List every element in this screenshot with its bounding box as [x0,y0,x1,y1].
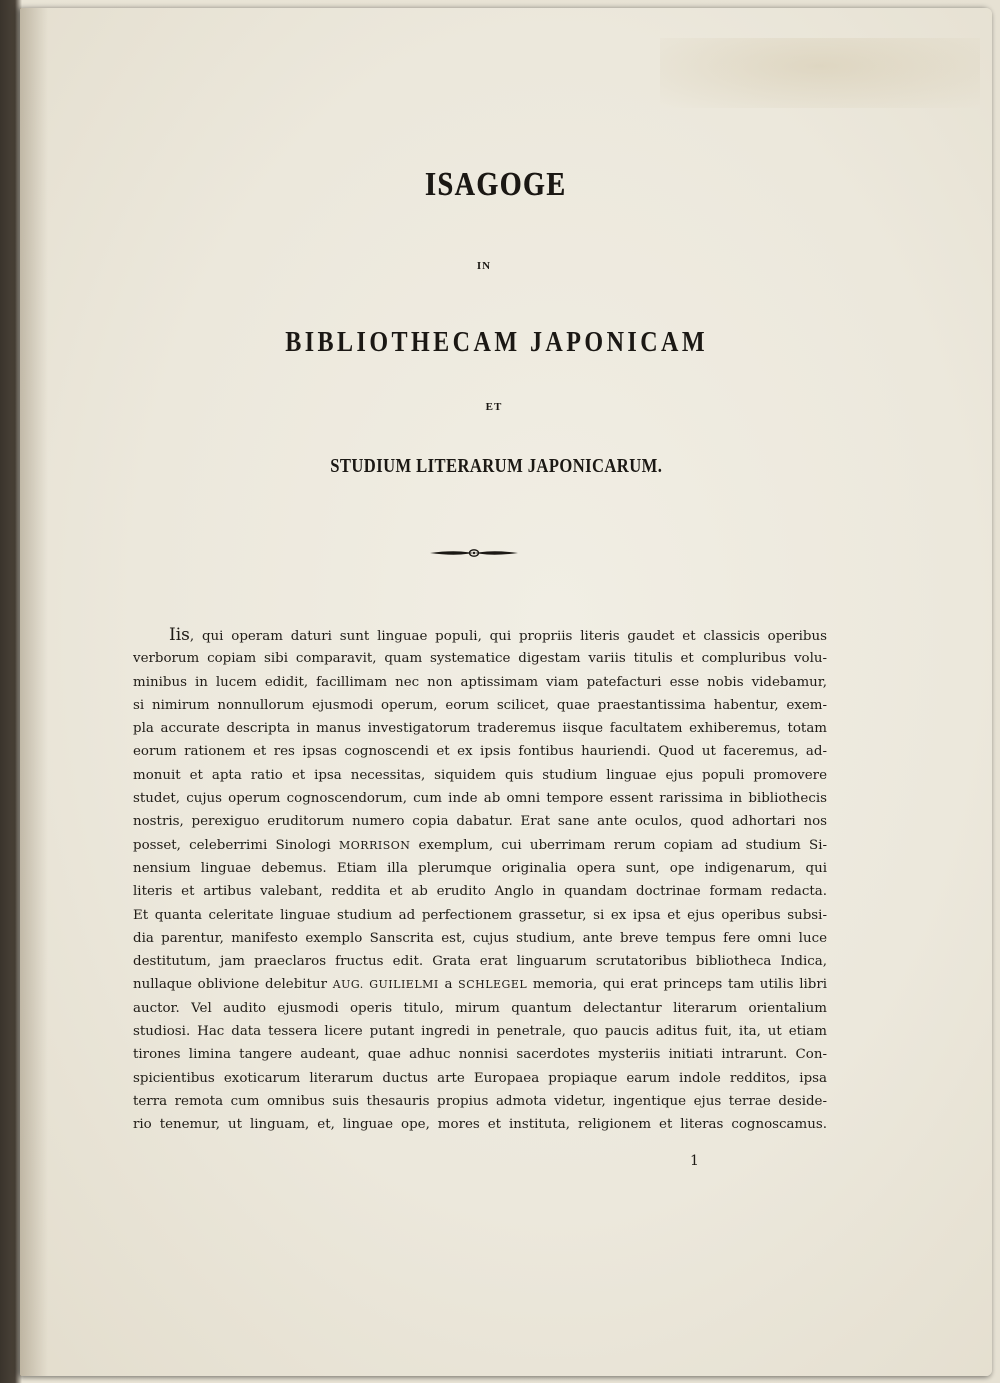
text-line: pla accurate descripta in manus investigatorum traderemus iisque facultatem exhiberemus, totam [133,721,827,737]
page-stain [660,38,980,108]
text-line: studet, cujus operum cognoscendorum, cum inde ab omni tempore essent rarissima in bibliothecis [133,791,827,807]
text-line: terra remota cum omnibus suis thesauris propius admota videtur, ingentique ejus terrae deside- [133,1093,827,1109]
author-name: MORRISON [339,838,411,852]
title-connector-et: ET [485,401,503,413]
text-line: minibus in lucem edidit, facillimam nec non aptissimam viam patefacturi esse nobis videbamur, [133,674,827,690]
text-line: verborum copiam sibi comparavit, quam systematice digestam variis titulis et compluribus volu- [133,651,827,667]
line-text: exemplum, cui uberrimam rerum copiam ad studium Si- [410,837,827,853]
line-text: posset, celeberrimi Sinologi [133,837,339,853]
text-line: literis et artibus valebant, reddita et ab erudito Anglo in quandam doctrinae formam redacta. [133,884,827,900]
text-line: eorum rationem et res ipsas cognoscendi et ex ipsis fontibus hauriendi. Quod ut faceremus, ad- [133,744,827,760]
text-line: rio tenemur, ut linguam, et, linguae ope, mores et instituta, religionem et literas cognoscamus. [133,1117,827,1133]
line-text: nullaque oblivione delebitur [133,977,333,993]
text-line [133,624,827,647]
ornament-divider-icon [428,546,520,560]
subtitle-studium: STUDIUM LITERARUM JAPONICARUM. [330,455,663,477]
text-line: dia parentur, manifesto exemplo Sanscrita est, cujus studium, ante breve tempus fere omni luce [133,930,827,946]
text-line [133,973,827,996]
text-line: nensium linguae debemus. Etiam illa plerumque originalia opera sunt, ope indigenarum, qui [133,860,827,876]
text-line: Et quanta celeritate linguae studium ad perfectionem grassetur, si ex ipsa et ejus operibus subsi- [133,907,827,923]
line-text: memoria, qui erat princeps tam utilis libri [527,977,827,993]
author-name: SCHLEGEL [458,978,528,992]
text-line: monuit et apta ratio et ipsa necessitas, siquidem quis studium linguae ejus populi promovere [133,767,827,783]
text-line: destitutum, jam praeclaros fructus edit. Grata erat linguarum scrutatoribus bibliotheca Indica, [133,954,827,970]
line-text: , qui operam daturi sunt linguae populi, qui propriis literis gaudet et classicis operibus [189,629,827,644]
text-line: tirones limina tangere audeant, quae adhuc nonnisi sacerdotes mysteriis initiati intrarunt. Con- [133,1047,827,1063]
text-line: spicientibus exoticarum literarum ductus arte Europaea propiaque earum indole redditos, ipsa [133,1070,827,1086]
text-line: si nimirum nonnullorum ejusmodi operum, eorum scilicet, quae praestantissima habentur, exem- [133,697,827,713]
body-paragraph [133,624,827,1137]
text-line: auctor. Vel audito ejusmodi operis titulo, mirum quantum delectantur literarum orientalium [133,1000,827,1016]
author-name: AUG. GUILIELMI [332,978,439,992]
text-line [133,834,827,857]
main-title: ISAGOGE [424,166,567,203]
title-connector-in: IN [476,260,492,272]
subtitle-bibliotheca: BIBLIOTHECAM JAPONICAM [285,327,709,358]
text-line: studiosi. Hac data tessera licere putant ingredi in penetrale, quo paucis aditus fuit, ita, ut etiam [133,1024,827,1040]
initial-word: Iis [169,625,190,645]
text-line: nostris, perexiguo eruditorum numero copia dabatur. Erat sane ante oculos, quod adhortari nos [133,814,827,830]
line-text: a [438,977,459,993]
page-number: 1 [690,1153,699,1169]
